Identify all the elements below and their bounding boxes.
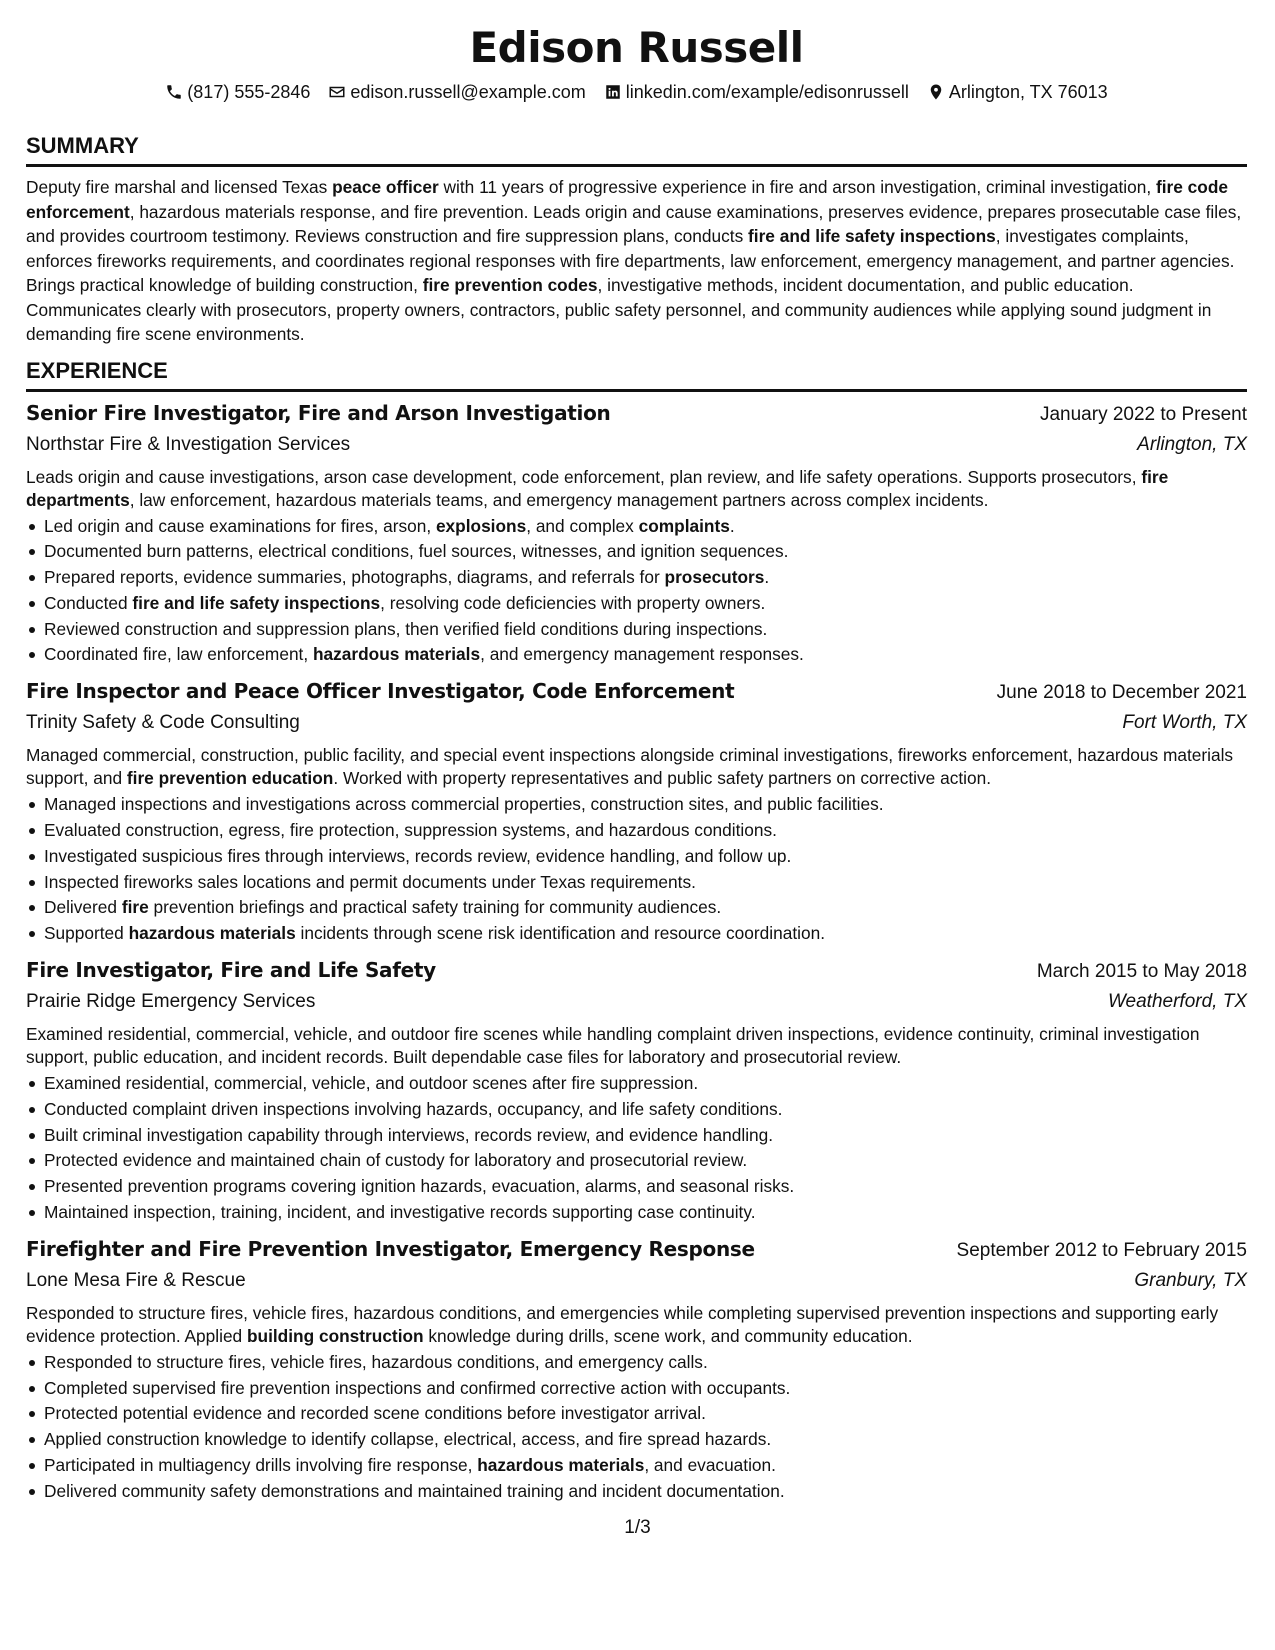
bullet-text: Prepared reports, evidence summaries, photographs, diagrams, and referrals for xyxy=(44,567,665,588)
summary-text: , investigates complaints, enforces fireworks requirements, and coordinates regional responses with fire departments, law enforcement, emergency management, and partner agencies. Brings practical knowledge of building construction, xyxy=(26,226,1235,295)
job-title: Firefighter and Fire Prevention Investigator, Emergency Response xyxy=(26,1236,755,1261)
bullet-text: Completed supervised fire prevention inspections and confirmed corrective action with occupants. xyxy=(44,1377,791,1398)
job-description-keyword: fire departments xyxy=(26,466,1169,510)
summary-keyword: fire and life safety inspections xyxy=(748,226,996,246)
bullet-text: Reviewed construction and suppression plans, then verified field conditions during inspections. xyxy=(44,618,768,639)
job-header xyxy=(26,676,1247,708)
job-location: Fort Worth, TX xyxy=(1122,712,1247,734)
bullet-text: Built criminal investigation capability through interviews, records review, and evidence handling. xyxy=(44,1124,774,1145)
bullet-item xyxy=(26,1123,1247,1149)
summary-text: , investigative methods, incident documentation, and public education. Communicates clearly with prosecutors, property owners, contractors, public safety personnel, and community audiences while applying sound judgment in demanding fire scene environments. xyxy=(26,275,1212,344)
bullet-text: , and complex xyxy=(526,515,639,536)
job-description xyxy=(26,744,1247,790)
bullet-keyword: explosions xyxy=(435,515,527,536)
bullet-text: Applied construction knowledge to identify collapse, electrical, access, and fire spread hazards. xyxy=(44,1429,772,1450)
bullet-item xyxy=(26,617,1247,643)
bullet-text: Examined residential, commercial, vehicle, and outdoor scenes after fire suppression. xyxy=(44,1073,699,1094)
job-company: Prairie Ridge Emergency Services xyxy=(26,991,316,1013)
job-description-text: Leads origin and cause investigations, arson case development, code enforcement, plan review, and life safety operations. Supports prosecutors, xyxy=(26,466,1142,487)
summary-text: , hazardous materials response, and fire prevention. Leads origin and cause examinations, preserves evidence, prepares prosecutable case files, and provides courtroom testimony. Reviews construction and fire suppression plans, conducts xyxy=(26,201,1242,246)
email-link[interactable]: edison.russell@example.com xyxy=(350,82,586,102)
contact-bar xyxy=(26,80,1247,104)
job-dates: June 2018 to December 2021 xyxy=(996,682,1247,704)
bullet-text: Led origin and cause examinations for fires, arson, xyxy=(44,515,436,536)
job-description xyxy=(26,1023,1247,1069)
map-pin-icon xyxy=(927,83,945,101)
bullet-item xyxy=(26,1376,1247,1402)
bullet-item xyxy=(26,1097,1247,1123)
experience-list xyxy=(26,398,1247,1505)
bullet-keyword: hazardous materials xyxy=(477,1455,645,1476)
job-description-text: . Worked with property representatives and public safety partners on corrective action. xyxy=(333,768,991,789)
job-bullets xyxy=(26,792,1247,947)
bullet-text: Conducted complaint driven inspections involving hazards, occupancy, and life safety conditions. xyxy=(44,1098,783,1119)
bullet-text: Responded to structure fires, vehicle fires, hazardous conditions, and emergency calls. xyxy=(44,1351,708,1372)
job-entry xyxy=(26,1234,1247,1505)
envelope-icon xyxy=(328,83,346,101)
job-location: Arlington, TX xyxy=(1137,433,1247,455)
bullet-text: , and emergency management responses. xyxy=(480,644,804,665)
bullet-text: Protected evidence and maintained chain of custody for laboratory and prosecutorial review. xyxy=(44,1150,748,1171)
bullet-item xyxy=(26,792,1247,818)
job-company: Northstar Fire & Investigation Services xyxy=(26,433,351,455)
contact-linkedin[interactable] xyxy=(604,80,909,104)
linkedin-link[interactable]: linkedin.com/example/edisonrussell xyxy=(625,82,909,102)
bullet-text: Protected potential evidence and recorded scene conditions before investigator arrival. xyxy=(44,1403,706,1424)
bullet-item xyxy=(26,870,1247,896)
job-dates: March 2015 to May 2018 xyxy=(1036,961,1247,983)
job-company: Lone Mesa Fire & Rescue xyxy=(26,1269,246,1291)
job-dates: January 2022 to Present xyxy=(1039,403,1247,425)
bullet-item xyxy=(26,895,1247,921)
job-description-text: Responded to structure fires, vehicle fires, hazardous conditions, and emergencies while completing supervised prevention inspections and supporting early evidence protection. Applied xyxy=(26,1302,1219,1346)
bullet-item xyxy=(26,921,1247,947)
job-subheader xyxy=(26,430,1247,460)
bullet-text: Conducted xyxy=(44,592,133,613)
job-location: Granbury, TX xyxy=(1134,1269,1247,1291)
job-header xyxy=(26,398,1247,430)
job-entry xyxy=(26,955,1247,1226)
bullet-keyword: fire and life safety inspections xyxy=(132,592,381,613)
bullet-keyword: hazardous materials xyxy=(128,923,296,944)
experience-heading: EXPERIENCE xyxy=(26,357,1247,392)
summary-text: Deputy fire marshal and licensed Texas xyxy=(26,177,333,197)
bullet-item xyxy=(26,818,1247,844)
phone-icon xyxy=(165,83,183,101)
job-title: Fire Inspector and Peace Officer Investigator, Code Enforcement xyxy=(26,679,735,704)
summary-paragraph xyxy=(26,175,1247,347)
summary-heading: SUMMARY xyxy=(26,132,1247,167)
bullet-text: Maintained inspection, training, incident, and investigative records supporting case continuity. xyxy=(44,1202,756,1223)
contact-phone xyxy=(165,80,310,104)
bullet-text: Investigated suspicious fires through interviews, records review, evidence handling, and follow up. xyxy=(44,845,792,866)
job-subheader xyxy=(26,708,1247,738)
bullet-text: Supported xyxy=(44,923,129,944)
bullet-text: incidents through scene risk identification and resource coordination. xyxy=(295,923,825,944)
job-location: Weatherford, TX xyxy=(1107,991,1247,1013)
bullet-item xyxy=(26,1479,1247,1505)
bullet-item xyxy=(26,1071,1247,1097)
bullet-item xyxy=(26,844,1247,870)
job-bullets xyxy=(26,1071,1247,1226)
bullet-text: Evaluated construction, egress, fire protection, suppression systems, and hazardous conditions. xyxy=(44,820,777,841)
bullet-item xyxy=(26,1148,1247,1174)
bullet-text: Delivered xyxy=(44,897,122,918)
bullet-text: , and evacuation. xyxy=(644,1455,776,1476)
linkedin-icon xyxy=(604,83,622,101)
job-header xyxy=(26,955,1247,987)
bullet-text: Coordinated fire, law enforcement, xyxy=(44,644,313,665)
job-dates: September 2012 to February 2015 xyxy=(956,1239,1247,1261)
bullet-text: Delivered community safety demonstrations and maintained training and incident documentation. xyxy=(44,1480,785,1501)
bullet-item xyxy=(26,1350,1247,1376)
bullet-text: Inspected fireworks sales locations and permit documents under Texas requirements. xyxy=(44,871,696,892)
bullet-item xyxy=(26,1200,1247,1226)
job-description-text: knowledge during drills, scene work, and community education. xyxy=(423,1325,913,1346)
bullet-item xyxy=(26,642,1247,668)
bullet-text: Presented prevention programs covering ignition hazards, evacuation, alarms, and seasonal risks. xyxy=(44,1176,795,1197)
bullet-keyword: prosecutors xyxy=(664,567,765,588)
resume-page xyxy=(26,0,1247,1505)
job-title: Senior Fire Investigator, Fire and Arson Investigation xyxy=(26,400,611,425)
job-description-keyword: building construction xyxy=(246,1325,424,1346)
bullet-text: , resolving code deficiencies with property owners. xyxy=(380,592,766,613)
location-text: Arlington, TX 76013 xyxy=(948,82,1108,102)
bullet-item xyxy=(26,1453,1247,1479)
summary-keyword: peace officer xyxy=(332,177,439,197)
job-entry xyxy=(26,676,1247,947)
bullet-keyword: hazardous materials xyxy=(312,644,481,665)
page-number: 1/3 xyxy=(624,1517,651,1538)
job-title: Fire Investigator, Fire and Life Safety xyxy=(26,958,436,983)
summary-keyword: fire prevention codes xyxy=(422,275,598,295)
job-bullets xyxy=(26,1350,1247,1505)
bullet-text: . xyxy=(764,567,770,588)
job-description-text: , law enforcement, hazardous materials teams, and emergency management partners across complex incidents. xyxy=(129,489,989,510)
job-description-keyword: fire prevention education xyxy=(126,768,334,789)
bullet-item xyxy=(26,1427,1247,1453)
job-bullets xyxy=(26,514,1247,669)
summary-text: with 11 years of progressive experience in fire and arson investigation, criminal investigation, xyxy=(438,177,1156,197)
job-company: Trinity Safety & Code Consulting xyxy=(26,712,300,734)
bullet-item xyxy=(26,565,1247,591)
bullet-text: Documented burn patterns, electrical conditions, fuel sources, witnesses, and ignition sequences. xyxy=(44,541,789,562)
job-subheader xyxy=(26,987,1247,1017)
bullet-text: prevention briefings and practical safety training for community audiences. xyxy=(148,897,722,918)
job-description xyxy=(26,466,1247,512)
bullet-item xyxy=(26,1401,1247,1427)
bullet-text: . xyxy=(729,515,735,536)
job-description-text: Examined residential, commercial, vehicle, and outdoor fire scenes while handling complaint driven inspections, evidence continuity, criminal investigation support, public education, and incident records. Built dependable case files for laboratory and prosecutorial review. xyxy=(26,1024,1200,1068)
summary-keyword: fire code enforcement xyxy=(26,177,1228,222)
contact-email[interactable] xyxy=(328,80,585,104)
job-header xyxy=(26,1234,1247,1266)
bullet-item xyxy=(26,514,1247,540)
job-description-text: Managed commercial, construction, public facility, and special event inspections alongside criminal investigations, fireworks enforcement, hazardous materials support, and xyxy=(26,745,1234,789)
bullet-item xyxy=(26,1174,1247,1200)
bullet-item xyxy=(26,539,1247,565)
bullet-keyword: fire xyxy=(121,897,149,918)
bullet-item xyxy=(26,591,1247,617)
contact-location xyxy=(927,80,1108,104)
bullet-keyword: complaints xyxy=(638,515,730,536)
candidate-name: Edison Russell xyxy=(469,23,804,72)
bullet-text: Managed inspections and investigations across commercial properties, construction sites, and public facilities. xyxy=(44,794,884,815)
bullet-text: Participated in multiagency drills involving fire response, xyxy=(44,1455,478,1476)
job-subheader xyxy=(26,1266,1247,1296)
phone-text: (817) 555-2846 xyxy=(187,82,311,102)
job-entry xyxy=(26,398,1247,669)
job-description xyxy=(26,1302,1247,1348)
